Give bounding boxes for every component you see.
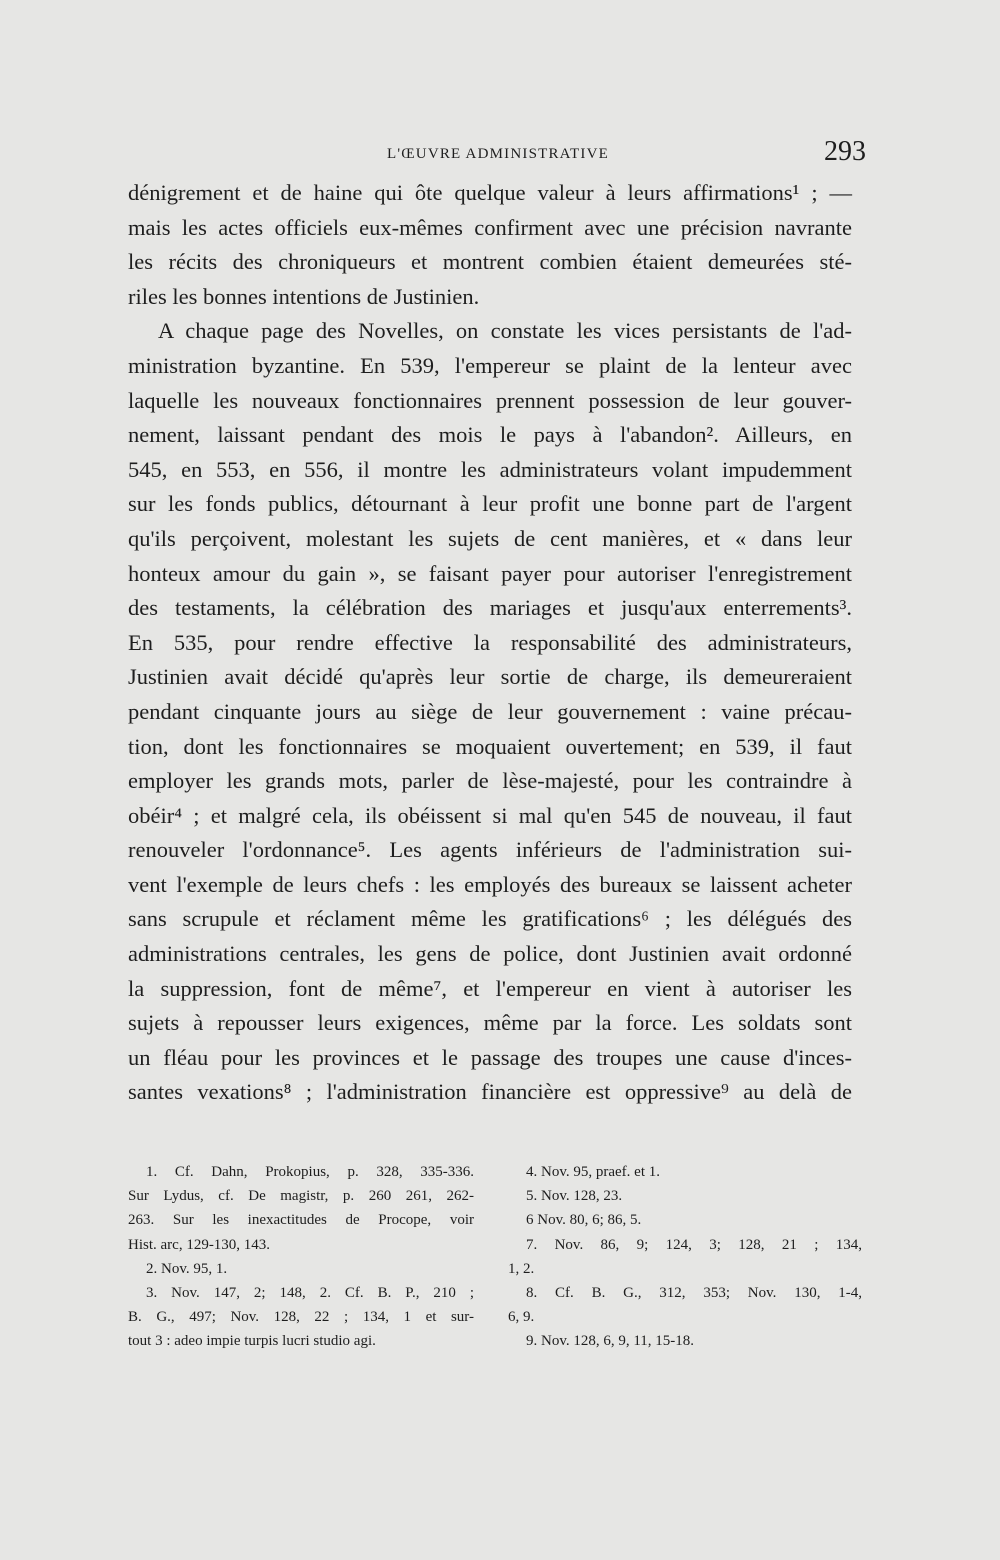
body-line: sans scrupule et réclament même les gratifications⁶ ; les délégués des <box>128 906 852 932</box>
body-line: 545, en 553, en 556, il montre les administrateurs volant impudemment <box>128 456 852 482</box>
body-line: vent l'exemple de leurs chefs : les employés des bureaux se laissent acheter <box>128 871 852 897</box>
body-line: pendant cinquante jours au siège de leur gouvernement : vaine précau- <box>128 698 852 724</box>
footnote-line: 9. Nov. 128, 6, 9, 11, 15-18. <box>526 1333 695 1350</box>
footnote-line: 6, 9. <box>508 1309 535 1326</box>
footnote-line: tout 3 : adeo impie turpis lucri studio agi. <box>128 1333 376 1350</box>
footnote-line: 7. Nov. 86, 9; 124, 3; 128, 21 ; 134, <box>526 1236 862 1253</box>
body-line: employer les grands mots, parler de lèse-majesté, pour les contraindre à <box>128 768 852 794</box>
footnote-line: 3. Nov. 147, 2; 148, 2. Cf. B. P., 210 ; <box>146 1284 474 1301</box>
body-line: honteux amour du gain », se faisant payer pour autoriser l'enregistrement <box>128 560 852 586</box>
footnotes-right-column <box>508 1160 862 1354</box>
body-line: santes vexations⁸ ; l'administration financière est oppressive⁹ au delà de <box>128 1079 852 1105</box>
body-line: un fléau pour les provinces et le passage des troupes une cause d'inces- <box>128 1044 852 1070</box>
body-line: Justinien avait décidé qu'après leur sortie de charge, ils demeureraient <box>128 664 852 690</box>
body-line: qu'ils perçoivent, molestant les sujets de cent manières, et « dans leur <box>128 525 852 551</box>
footnote-line: 5. Nov. 128, 23. <box>526 1188 623 1205</box>
footnote-line: 6 Nov. 80, 6; 86, 5. <box>526 1212 642 1229</box>
body-line: des testaments, la célébration des mariages et jusqu'aux enterrements³. <box>128 595 852 621</box>
body-line: A chaque page des Novelles, on constate les vices persistants de l'ad- <box>158 318 852 344</box>
footnote-line: 8. Cf. B. G., 312, 353; Nov. 130, 1-4, <box>526 1284 862 1301</box>
body-line: laquelle les nouveaux fonctionnaires prennent possession de leur gouver- <box>128 387 852 413</box>
footnotes-left-column <box>128 1160 474 1354</box>
running-head: L'ŒUVRE ADMINISTRATIVE <box>386 146 609 162</box>
footnote-line: 4. Nov. 95, praef. et 1. <box>526 1164 660 1180</box>
page-number: 293 <box>824 136 866 167</box>
page-header <box>130 136 866 176</box>
body-line: mais les actes officiels eux-mêmes confirment avec une précision navrante <box>128 214 852 240</box>
body-line: tion, dont les fonctionnaires se moquaient ouvertement; en 539, il faut <box>128 733 852 759</box>
body-line: dénigrement et de haine qui ôte quelque valeur à leurs affirmations¹ ; — <box>128 180 852 205</box>
body-line: riles les bonnes intentions de Justinien. <box>128 283 480 309</box>
body-line: administrations centrales, les gens de police, dont Justinien avait ordonné <box>128 941 852 967</box>
body-line: ministration byzantine. En 539, l'empereur se plaint de la lenteur avec <box>128 352 852 378</box>
footnote-line: B. G., 497; Nov. 128, 22 ; 134, 1 et sur- <box>128 1309 474 1326</box>
body-line: la suppression, font de même⁷, et l'empereur en vient à autoriser les <box>128 975 852 1001</box>
body-line: sujets à repousser leurs exigences, même par la force. Les soldats sont <box>128 1010 852 1036</box>
footnote-line: Sur Lydus, cf. De magistr, p. 260 261, 262- <box>128 1188 474 1205</box>
footnote-line: Hist. arc, 129-130, 143. <box>128 1236 271 1253</box>
body-line: renouveler l'ordonnance⁵. Les agents inférieurs de l'administration sui- <box>128 837 852 863</box>
footnote-line: 263. Sur les inexactitudes de Procope, voir <box>128 1212 474 1229</box>
footnote-line: 1, 2. <box>508 1260 535 1277</box>
footnote-line: 1. Cf. Dahn, Prokopius, p. 328, 335-336. <box>146 1164 474 1180</box>
footnote-line: 2. Nov. 95, 1. <box>146 1260 228 1277</box>
body-line: sur les fonds publics, détournant à leur profit une bonne part de l'argent <box>128 491 852 517</box>
body-line: nement, laissant pendant des mois le pays à l'abandon². Ailleurs, en <box>128 422 852 448</box>
body-line: En 535, pour rendre effective la responsabilité des administrateurs, <box>128 629 852 655</box>
body-line: obéir⁴ ; et malgré cela, ils obéissent si mal qu'en 545 de nouveau, il faut <box>128 802 852 828</box>
body-text <box>128 176 852 1110</box>
body-line: les récits des chroniqueurs et montrent combien étaient demeurées sté- <box>128 249 852 275</box>
